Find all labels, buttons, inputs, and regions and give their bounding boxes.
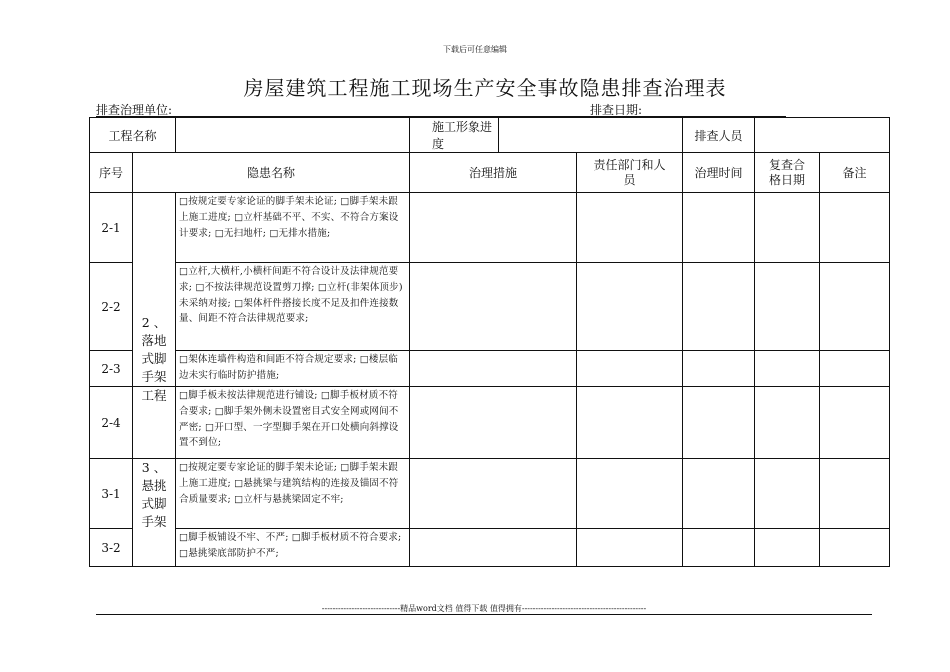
remark-cell[interactable] <box>820 351 890 387</box>
category-line: 手架 <box>141 369 167 384</box>
header-seq: 序号 <box>90 153 133 193</box>
header-time: 治理时间 <box>683 153 755 193</box>
header-measure: 治理措施 <box>410 153 577 193</box>
row-seq: 3-2 <box>90 529 133 567</box>
row-seq: 2-2 <box>90 263 133 351</box>
inspector-label: 排查人员 <box>683 118 755 153</box>
hazard-description: □按规定要专家论证的脚手架未论证; □脚手架未跟上施工进度; □立杆基础不平、不实、不符合方案设计要求; □无扫地杆; □无排水措施; <box>176 193 410 263</box>
hazard-description: □脚手板未按法律规范进行铺设; □脚手板材质不符合要求; □脚手架外侧未设置密目式安全网或网间不严密; □开口型、一字型脚手架在开口处横向斜撑设置不到位; <box>176 387 410 459</box>
hazard-description <box>176 351 410 387</box>
hazard-description: □立杆,大横杆,小横杆间距不符合设计及法律规范要求; □不按法律规范设置剪刀撑; □立杆(非架体顶步)未采纳对接; □架体杆件搭接长度不足及扣件连接数量、间距不符合法律规范要求; <box>176 263 410 351</box>
progress-label: 施工形象进度 <box>410 118 499 153</box>
measure-cell[interactable] <box>410 387 577 459</box>
remark-cell[interactable] <box>820 529 890 567</box>
category-line: 悬挑 <box>141 478 167 493</box>
inspection-table <box>89 117 890 567</box>
row-seq: 2-3 <box>90 351 133 387</box>
header-review-line2: 格日期 <box>769 172 806 187</box>
table-row <box>90 387 890 459</box>
dept-cell[interactable] <box>577 263 683 351</box>
header-row <box>90 153 890 193</box>
header-dept-line2: 员 <box>623 172 636 187</box>
inspector-value[interactable] <box>755 118 890 153</box>
measure-cell[interactable] <box>410 459 577 529</box>
category-line: 2 、 <box>141 315 167 330</box>
category-line: 手架 <box>141 514 167 529</box>
footer-note: -----------------------------精品word文档 值得下载 值得拥有---------------------------------------------- <box>321 604 647 613</box>
remark-cell[interactable] <box>820 387 890 459</box>
page-title: 房屋建筑工程施工现场生产安全事故隐患排查治理表 <box>243 76 727 100</box>
remark-cell[interactable] <box>820 263 890 351</box>
category-line: 式脚 <box>141 351 167 366</box>
hazard-description: □脚手板铺设不牢、不严; □脚手板材质不符合要求; □悬挑梁底部防护不严; <box>176 529 410 567</box>
review-cell[interactable] <box>755 459 820 529</box>
time-cell[interactable] <box>683 193 755 263</box>
review-cell[interactable] <box>755 193 820 263</box>
category-line: 落地 <box>141 333 167 348</box>
review-cell[interactable] <box>755 387 820 459</box>
measure-cell[interactable] <box>410 529 577 567</box>
footer-line <box>96 614 872 615</box>
remark-cell[interactable] <box>820 459 890 529</box>
header-dept <box>577 153 683 193</box>
unit-label: 排查治理单位: <box>96 103 173 117</box>
top-note: 下载后可任意编辑 <box>443 45 507 54</box>
row-seq: 2-4 <box>90 387 133 459</box>
time-cell[interactable] <box>683 263 755 351</box>
review-cell[interactable] <box>755 263 820 351</box>
remark-cell[interactable] <box>820 193 890 263</box>
row-seq: 3-1 <box>90 459 133 529</box>
dept-cell[interactable] <box>577 351 683 387</box>
hazard-text: □架体连墙件构造和间距不符合规定要求; □楼层临边未实行临时防护措施; <box>179 354 398 381</box>
project-name-value[interactable] <box>176 118 410 153</box>
measure-cell[interactable] <box>410 193 577 263</box>
measure-cell[interactable] <box>410 263 577 351</box>
time-cell[interactable] <box>683 387 755 459</box>
category-cantilever-scaffold <box>133 459 176 567</box>
time-cell[interactable] <box>683 459 755 529</box>
project-name-label: 工程名称 <box>90 118 176 153</box>
header-dept-line1: 责任部门和人 <box>593 157 666 172</box>
header-review-line1: 复查合 <box>769 157 806 172</box>
dept-cell[interactable] <box>577 529 683 567</box>
header-review <box>755 153 820 193</box>
category-line: 3 、 <box>141 460 167 475</box>
hazard-description: □按规定要专家论证的脚手架未论证; □脚手架未跟上施工进度; □悬挑梁与建筑结构的连接及锚固不符合质量要求; □立杆与悬挑梁固定不牢; <box>176 459 410 529</box>
table-row <box>90 351 890 387</box>
category-line: 工程 <box>141 388 167 403</box>
date-label: 排查日期: <box>590 103 643 117</box>
time-cell[interactable] <box>683 351 755 387</box>
dept-cell[interactable] <box>577 387 683 459</box>
review-cell[interactable] <box>755 529 820 567</box>
row-seq: 2-1 <box>90 193 133 263</box>
header-remark: 备注 <box>820 153 890 193</box>
table-row <box>90 459 890 529</box>
category-line: 式脚 <box>141 496 167 511</box>
table-row <box>90 263 890 351</box>
progress-value[interactable] <box>499 118 683 153</box>
review-cell[interactable] <box>755 351 820 387</box>
table-row <box>90 529 890 567</box>
category-continuation <box>133 387 176 459</box>
table-row <box>90 193 890 263</box>
measure-cell[interactable] <box>410 351 577 387</box>
header-hazard: 隐患名称 <box>133 153 410 193</box>
time-cell[interactable] <box>683 529 755 567</box>
info-row <box>90 118 890 153</box>
dept-cell[interactable] <box>577 459 683 529</box>
category-floor-scaffold <box>133 193 176 387</box>
dept-cell[interactable] <box>577 193 683 263</box>
